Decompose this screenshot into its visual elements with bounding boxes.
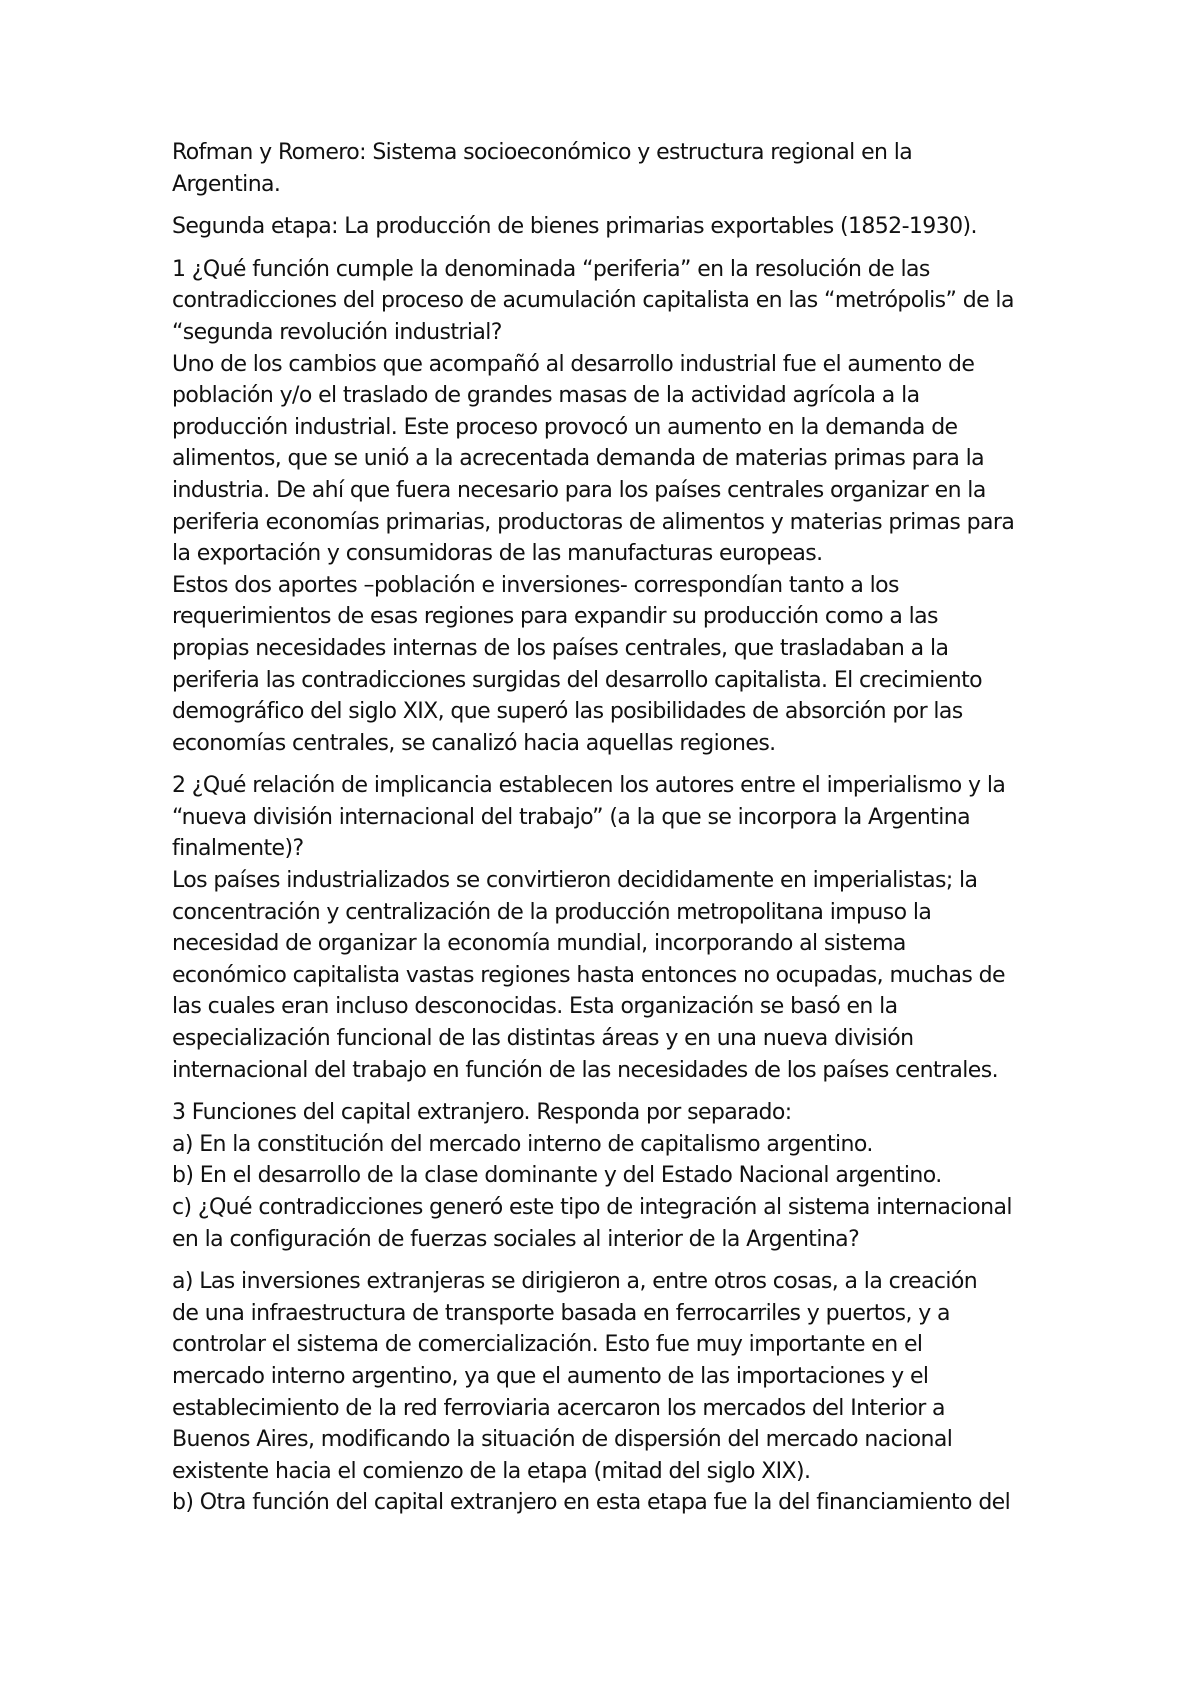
text-line: establecimiento de la red ferroviaria acercaron los mercados del Interior a — [172, 1395, 945, 1421]
paragraph-question-3 — [172, 1097, 1092, 1255]
text-line: a) En la constitución del mercado interno de capitalismo argentino. — [172, 1131, 873, 1157]
text-line: 2 ¿Qué relación de implicancia establecen los autores entre el imperialismo y la — [172, 773, 1006, 799]
text-line: b) En el desarrollo de la clase dominante y del Estado Nacional argentino. — [172, 1163, 942, 1189]
text-line: Rofman y Romero: Sistema socioeconómico y estructura regional en la — [172, 140, 913, 165]
document-page — [172, 137, 1092, 1530]
text-line: existente hacia el comienzo de la etapa (mitad del siglo XIX). — [172, 1458, 811, 1484]
document-body — [172, 137, 1092, 1519]
text-line: en la configuración de fuerzas sociales al interior de la Argentina? — [172, 1226, 860, 1252]
paragraph-subtitle — [172, 211, 1092, 243]
text-line: a) Las inversiones extranjeras se dirigieron a, entre otros cosas, a la creación — [172, 1269, 978, 1295]
paragraph-title — [172, 137, 1092, 200]
paragraph-answer-3 — [172, 1266, 1092, 1519]
text-line: las cuales eran incluso desconocidas. Esta organización se basó en la — [172, 994, 898, 1020]
text-line: población y/o el traslado de grandes masas de la actividad agrícola a la — [172, 383, 920, 409]
text-line: alimentos, que se unió a la acrecentada demanda de materias primas para la — [172, 446, 984, 472]
text-line: internacional del trabajo en función de las necesidades de los países centrales. — [172, 1057, 998, 1083]
text-line: Segunda etapa: La producción de bienes primarias exportables (1852-1930). — [172, 214, 977, 240]
text-line: “segunda revolución industrial? — [172, 319, 502, 345]
text-line: periferia economías primarias, productoras de alimentos y materias primas para — [172, 509, 1015, 535]
text-line: Buenos Aires, modificando la situación de dispersión del mercado nacional — [172, 1427, 953, 1453]
text-line: necesidad de organizar la economía mundial, incorporando al sistema — [172, 931, 906, 957]
text-line: Argentina. — [172, 171, 281, 197]
text-line: “nueva división internacional del trabajo” (a la que se incorpora la Argentina — [172, 804, 970, 830]
text-line: controlar el sistema de comercialización. Esto fue muy importante en el — [172, 1332, 923, 1358]
text-line: Estos dos aportes –población e inversiones- correspondían tanto a los — [172, 572, 899, 598]
text-line: propias necesidades internas de los países centrales, que trasladaban a la — [172, 635, 949, 661]
text-line: de una infraestructura de transporte basada en ferrocarriles y puertos, y a — [172, 1300, 950, 1326]
paragraph-question-2 — [172, 770, 1092, 1086]
text-line: periferia las contradicciones surgidas del desarrollo capitalista. El crecimiento — [172, 667, 982, 693]
text-line: requerimientos de esas regiones para expandir su producción como a las — [172, 604, 938, 630]
text-line: industria. De ahí que fuera necesario para los países centrales organizar en la — [172, 477, 986, 503]
text-line: economías centrales, se canalizó hacia aquellas regiones. — [172, 730, 776, 756]
text-line: mercado interno argentino, ya que el aumento de las importaciones y el — [172, 1363, 929, 1389]
text-line: económico capitalista vastas regiones hasta entonces no ocupadas, muchas de — [172, 962, 1005, 988]
text-line: 3 Funciones del capital extranjero. Responda por separado: — [172, 1100, 792, 1126]
text-line: concentración y centralización de la producción metropolitana impuso la — [172, 899, 932, 925]
text-line: la exportación y consumidoras de las manufacturas europeas. — [172, 541, 823, 567]
text-line: Los países industrializados se convirtieron decididamente en imperialistas; la — [172, 868, 978, 894]
text-line: especialización funcional de las distintas áreas y en una nueva división — [172, 1026, 914, 1052]
text-line: c) ¿Qué contradicciones generó este tipo de integración al sistema internacional — [172, 1195, 1012, 1220]
text-line: 1 ¿Qué función cumple la denominada “periferia” en la resolución de las — [172, 256, 930, 282]
text-line: Uno de los cambios que acompañó al desarrollo industrial fue el aumento de — [172, 351, 975, 377]
text-line: demográfico del siglo XIX, que superó las posibilidades de absorción por las — [172, 699, 963, 725]
text-line: contradicciones del proceso de acumulación capitalista en las “metrópolis” de la — [172, 288, 1014, 314]
text-line: b) Otra función del capital extranjero en esta etapa fue la del financiamiento del — [172, 1490, 1011, 1516]
text-line: producción industrial. Este proceso provocó un aumento en la demanda de — [172, 414, 958, 440]
paragraph-question-1 — [172, 254, 1092, 760]
text-line: finalmente)? — [172, 836, 304, 862]
